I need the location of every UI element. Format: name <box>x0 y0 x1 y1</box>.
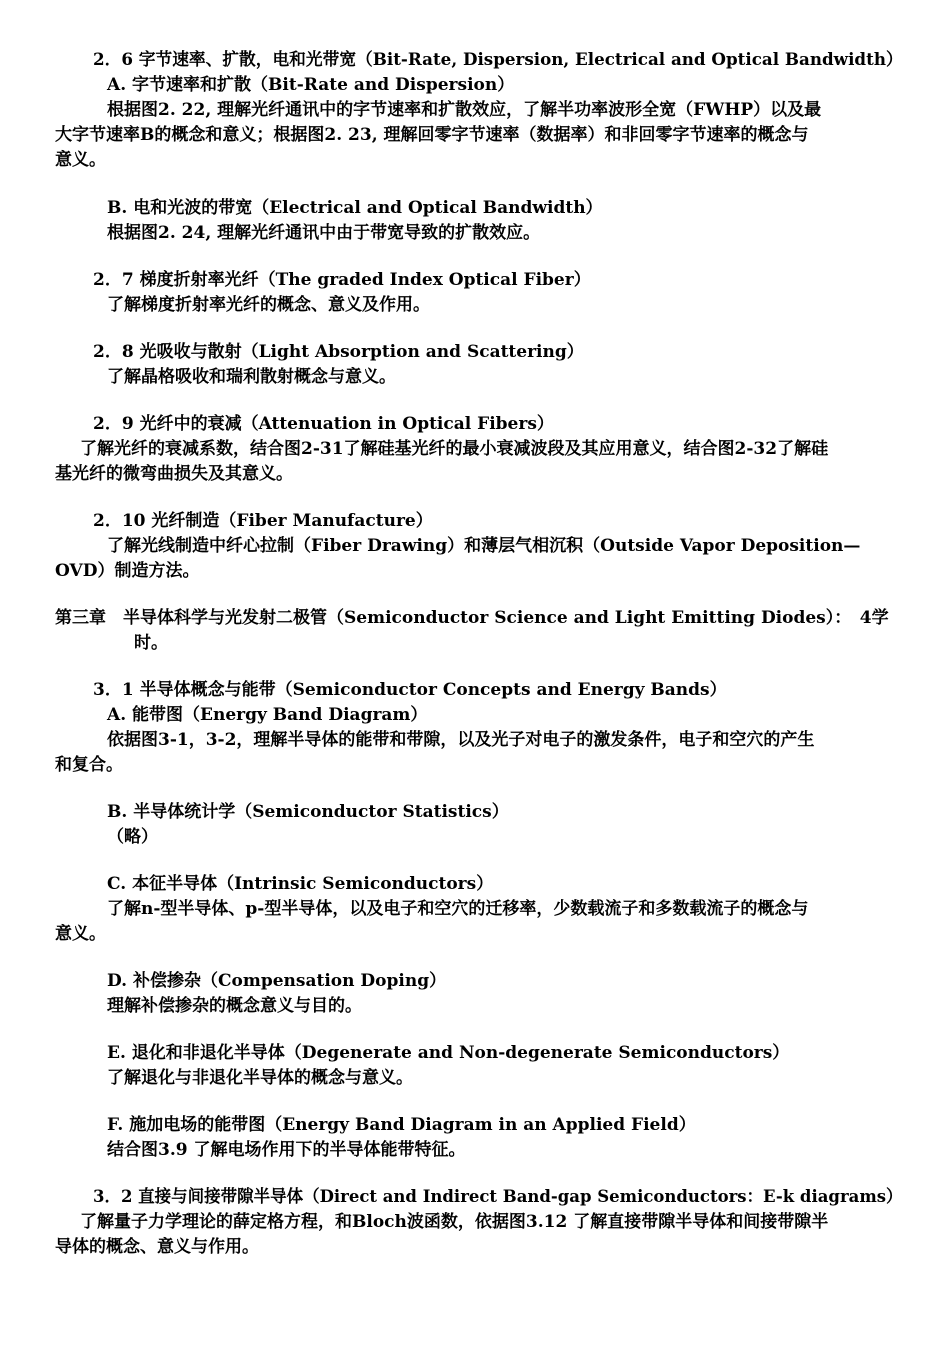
subsection-2-6-a-heading: A. 字节速率和扩散（Bit-Rate and Dispersion） <box>107 75 515 95</box>
paragraph-line: 结合图3.9 了解电场作用下的半导体能带特征。 <box>107 1140 466 1160</box>
paragraph-line: 了解n-型半导体、p-型半导体，以及电子和空穴的迁移率，少数载流子和多数载流子的概念与 <box>107 899 809 919</box>
paragraph-line: 意义。 <box>55 150 106 170</box>
paragraph-line: 和复合。 <box>55 755 123 775</box>
chapter-3-heading: 第三章 半导体科学与光发射二极管（Semiconductor Science and Light Emitting Diodes）： 4学 <box>55 608 889 628</box>
section-2-8-heading: 2．8 光吸收与散射（Light Absorption and Scattering） <box>93 342 584 362</box>
section-2-6-heading: 2．6 字节速率、扩散，电和光带宽（Bit-Rate, Dispersion, Electrical and Optical Bandwidth） <box>93 50 903 70</box>
paragraph-line: （略） <box>107 827 158 847</box>
paragraph-line: 导体的概念、意义与作用。 <box>55 1237 259 1257</box>
paragraph-line: 了解光纤的衰减系数，结合图2-31了解硅基光纤的最小衰减波段及其应用意义，结合图2-32了解硅 <box>80 439 829 459</box>
subsection-3-1-c-heading: C. 本征半导体（Intrinsic Semiconductors） <box>107 874 494 894</box>
subsection-2-6-b-heading: B. 电和光波的带宽（Electrical and Optical Bandwidth） <box>107 198 603 218</box>
paragraph-line: 了解梯度折射率光纤的概念、意义及作用。 <box>107 295 430 315</box>
paragraph-line: 依据图3-1，3-2，理解半导体的能带和带隙，以及光子对电子的激发条件，电子和空穴的产生 <box>107 730 815 750</box>
chapter-3-heading-continued: 时。 <box>134 633 168 653</box>
paragraph-line: 根据图2. 22, 理解光纤通讯中的字节速率和扩散效应，了解半功率波形全宽（FWHP）以及最 <box>107 100 822 120</box>
paragraph-line: 了解晶格吸收和瑞利散射概念与意义。 <box>107 367 396 387</box>
paragraph-line: 意义。 <box>55 924 106 944</box>
paragraph-line: 了解退化与非退化半导体的概念与意义。 <box>107 1068 413 1088</box>
paragraph-line: 大字节速率B的概念和意义；根据图2. 23, 理解回零字节速率（数据率）和非回零字节速率的概念与 <box>55 125 809 145</box>
subsection-3-1-d-heading: D. 补偿掺杂（Compensation Doping） <box>107 971 447 991</box>
paragraph-line: OVD）制造方法。 <box>55 561 200 581</box>
paragraph-line: 了解量子力学理论的薛定格方程，和Bloch波函数，依据图3.12 了解直接带隙半导体和间接带隙半 <box>80 1212 829 1232</box>
subsection-3-1-e-heading: E. 退化和非退化半导体（Degenerate and Non-degenerate Semiconductors） <box>107 1043 790 1063</box>
subsection-3-1-f-heading: F. 施加电场的能带图（Energy Band Diagram in an Applied Field） <box>107 1115 696 1135</box>
paragraph-line: 根据图2. 24, 理解光纤通讯中由于带宽导致的扩散效应。 <box>107 223 541 243</box>
paragraph-line: 基光纤的微弯曲损失及其意义。 <box>55 464 293 484</box>
section-2-7-heading: 2．7 梯度折射率光纤（The graded Index Optical Fiber） <box>93 270 591 290</box>
paragraph-line: 了解光线制造中纤心拉制（Fiber Drawing）和薄层气相沉积（Outside Vapor Deposition— <box>107 536 861 556</box>
section-3-1-heading: 3．1 半导体概念与能带（Semiconductor Concepts and Energy Bands） <box>93 680 727 700</box>
paragraph-line: 理解补偿掺杂的概念意义与目的。 <box>107 996 362 1016</box>
subsection-3-1-a-heading: A. 能带图（Energy Band Diagram） <box>107 705 428 725</box>
section-3-2-heading: 3．2 直接与间接带隙半导体（Direct and Indirect Band-gap Semiconductors：E-k diagrams） <box>93 1187 903 1207</box>
subsection-3-1-b-heading: B. 半导体统计学（Semiconductor Statistics） <box>107 802 509 822</box>
section-2-10-heading: 2．10 光纤制造（Fiber Manufacture） <box>93 511 433 531</box>
section-2-9-heading: 2．9 光纤中的衰减（Attenuation in Optical Fibers） <box>93 414 554 434</box>
